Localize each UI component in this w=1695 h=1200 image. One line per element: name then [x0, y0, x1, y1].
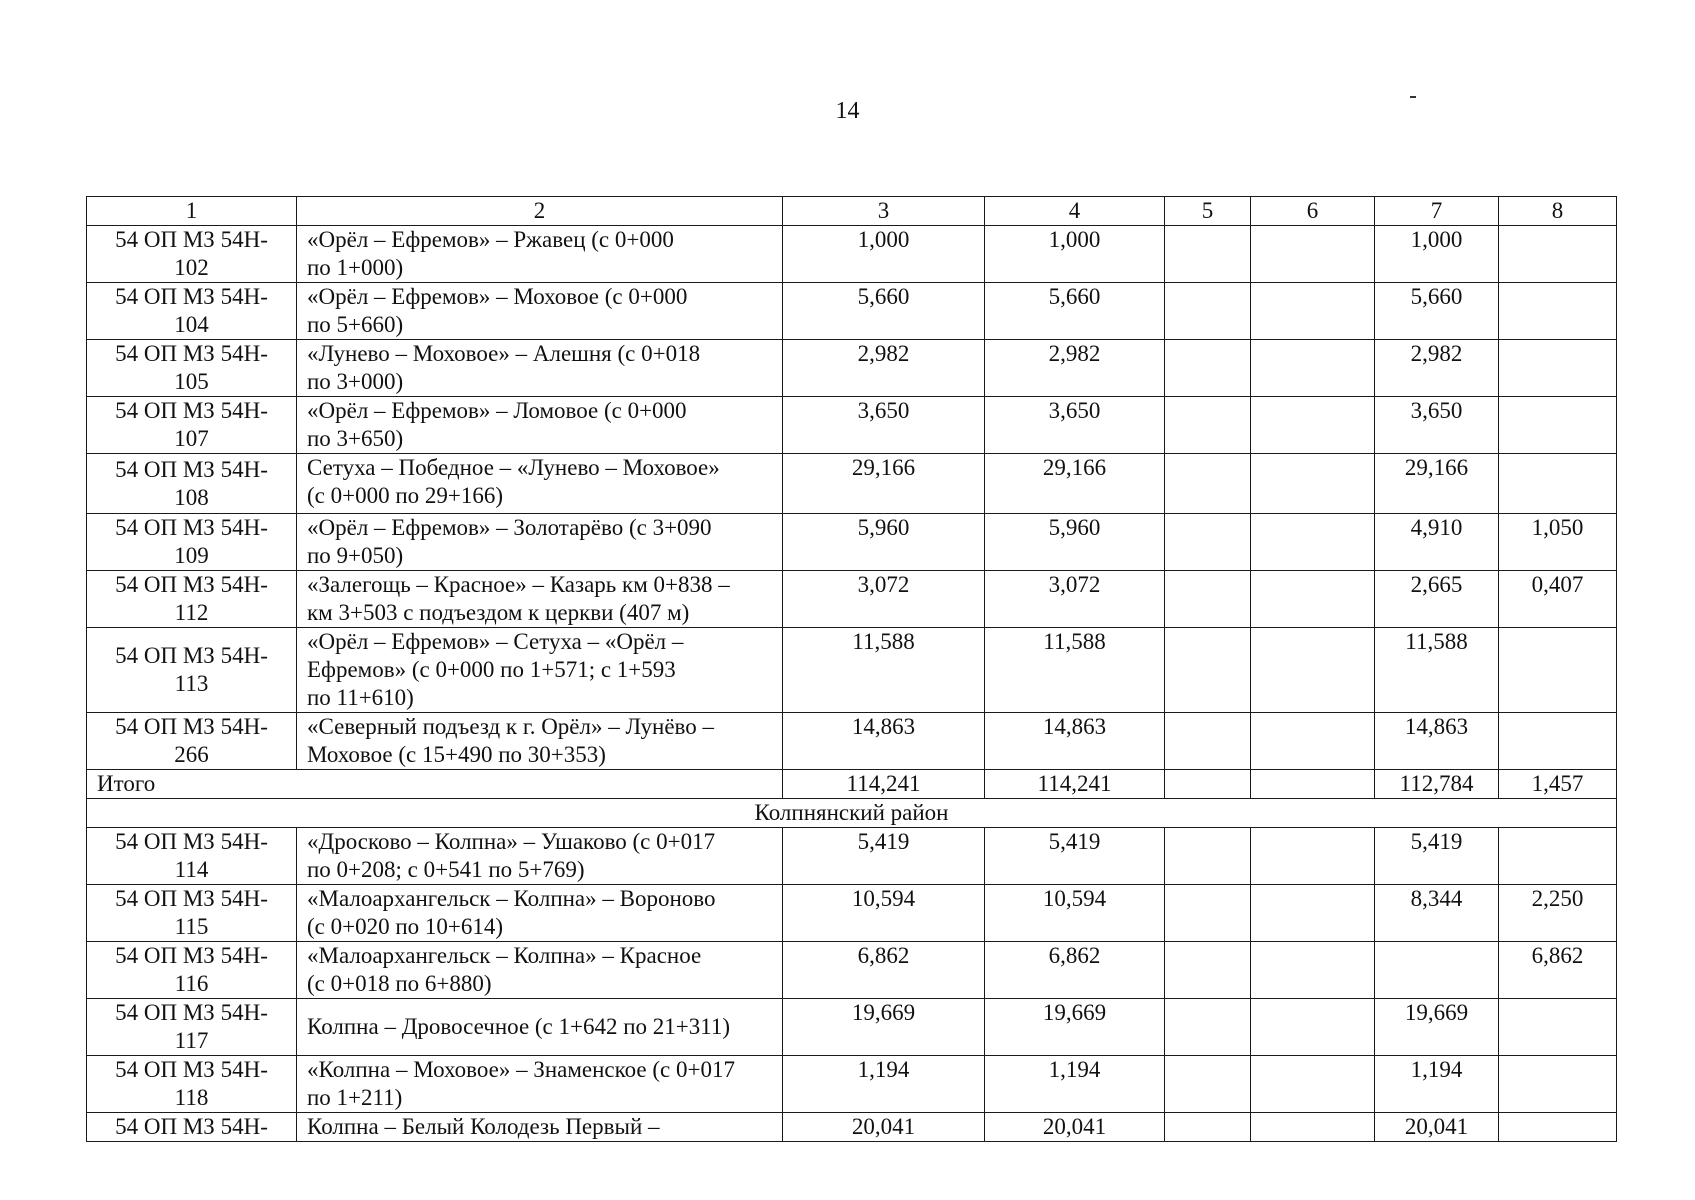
value-cell-c7: 2,982: [1375, 340, 1499, 397]
road-code-cell: [87, 1113, 297, 1142]
table-row: [87, 454, 1617, 514]
cell-line: «Северный подъезд к г. Орёл» – Лунёво –: [307, 714, 714, 739]
road-name-cell: [297, 397, 783, 454]
value-cell-c6: [1251, 999, 1375, 1056]
value-cell-c5: [1165, 1056, 1251, 1113]
road-code-cell: [87, 628, 297, 713]
table-row: [87, 571, 1617, 628]
cell-line: «Орёл – Ефремов» – Золотарёво (с 3+090: [307, 515, 712, 540]
road-code-cell: [87, 514, 297, 571]
column-number: 6: [1251, 197, 1375, 226]
column-number: 7: [1375, 197, 1499, 226]
road-name-cell: [297, 226, 783, 283]
cell-line: по 11+610): [307, 685, 414, 710]
total-value-c8: 1,457: [1499, 770, 1617, 799]
cell-line: км 3+503 с подъездом к церкви (407 м): [307, 600, 690, 625]
value-cell-c8: [1499, 397, 1617, 454]
value-cell-c5: [1165, 571, 1251, 628]
value-cell-c8: 1,050: [1499, 514, 1617, 571]
road-code-cell: [87, 713, 297, 770]
cell-line: 54 ОП МЗ 54Н-: [115, 943, 268, 968]
value-cell-c4: 3,650: [985, 397, 1165, 454]
cell-line: 54 ОП МЗ 54Н-: [115, 1000, 268, 1025]
value-cell-c8: [1499, 340, 1617, 397]
value-cell-c7: 4,910: [1375, 514, 1499, 571]
page-number: 14: [835, 98, 860, 124]
table-row: [87, 1113, 1617, 1142]
value-cell-c3: 19,669: [783, 999, 985, 1056]
cell-line: 54 ОП МЗ 54Н-: [115, 886, 268, 911]
cell-line: «Орёл – Ефремов» – Моховое (с 0+000: [307, 284, 688, 309]
road-code-cell: [87, 397, 297, 454]
column-number-row: [87, 197, 1617, 226]
road-name-cell: [297, 713, 783, 770]
road-code-cell: [87, 454, 297, 514]
road-code-cell: [87, 226, 297, 283]
value-cell-c7: 19,669: [1375, 999, 1499, 1056]
road-name-cell: [297, 454, 783, 514]
cell-line: «Малоархангельск – Колпна» – Вороново: [307, 886, 716, 911]
road-code-cell: [87, 885, 297, 942]
road-name-cell: [297, 571, 783, 628]
column-number: 2: [297, 197, 783, 226]
value-cell-c3: 1,000: [783, 226, 985, 283]
road-name-cell: [297, 942, 783, 999]
cell-line: 54 ОП МЗ 54Н-: [115, 1057, 268, 1082]
value-cell-c8: [1499, 1113, 1617, 1142]
cell-line: 266: [174, 742, 209, 767]
value-cell-c6: [1251, 713, 1375, 770]
road-code-cell: [87, 571, 297, 628]
value-cell-c3: 2,982: [783, 340, 985, 397]
value-cell-c5: [1165, 828, 1251, 885]
value-cell-c7: 5,419: [1375, 828, 1499, 885]
value-cell-c4: 5,960: [985, 514, 1165, 571]
value-cell-c7: 29,166: [1375, 454, 1499, 514]
cell-line: 54 ОП МЗ 54Н-: [115, 714, 268, 739]
value-cell-c4: 11,588: [985, 628, 1165, 713]
total-value-c4: 114,241: [985, 770, 1165, 799]
cell-line: по 3+000): [307, 369, 404, 394]
road-name-cell: [297, 628, 783, 713]
value-cell-c3: 3,072: [783, 571, 985, 628]
value-cell-c5: [1165, 713, 1251, 770]
value-cell-c7: 11,588: [1375, 628, 1499, 713]
cell-line: 118: [174, 1085, 209, 1110]
cell-line: 54 ОП МЗ 54Н-: [115, 227, 268, 252]
value-cell-c8: 0,407: [1499, 571, 1617, 628]
total-value-c6: [1251, 770, 1375, 799]
cell-line: «Дросково – Колпна» – Ушаково (с 0+017: [307, 829, 716, 854]
cell-line: 54 ОП МЗ 54Н-: [115, 1114, 268, 1139]
road-code-cell: [87, 999, 297, 1056]
value-cell-c5: [1165, 1113, 1251, 1142]
total-value-c7: 112,784: [1375, 770, 1499, 799]
value-cell-c6: [1251, 1056, 1375, 1113]
table-row: [87, 226, 1617, 283]
value-cell-c5: [1165, 226, 1251, 283]
cell-line: «Залегощь – Красное» – Казарь км 0+838 –: [307, 572, 730, 597]
cell-line: 107: [174, 426, 209, 451]
value-cell-c5: [1165, 283, 1251, 340]
cell-line: 108: [174, 484, 209, 510]
cell-line: 54 ОП МЗ 54Н-: [115, 572, 268, 597]
road-name-cell: [297, 1113, 783, 1142]
value-cell-c3: 1,194: [783, 1056, 985, 1113]
value-cell-c4: 19,669: [985, 999, 1165, 1056]
value-cell-c3: 20,041: [783, 1113, 985, 1142]
value-cell-c8: [1499, 1056, 1617, 1113]
cell-line: 113: [174, 671, 209, 696]
road-name-cell: [297, 514, 783, 571]
cell-line: 54 ОП МЗ 54Н-: [115, 284, 268, 309]
value-cell-c3: 6,862: [783, 942, 985, 999]
table-row: [87, 828, 1617, 885]
column-number: 4: [985, 197, 1165, 226]
value-cell-c8: [1499, 226, 1617, 283]
cell-line: «Лунево – Моховое» – Алешня (с 0+018: [307, 341, 701, 366]
cell-line: 54 ОП МЗ 54Н-: [115, 515, 268, 540]
cell-line: 54 ОП МЗ 54Н-: [115, 643, 268, 668]
value-cell-c3: 29,166: [783, 454, 985, 514]
road-name-cell: [297, 828, 783, 885]
value-cell-c5: [1165, 942, 1251, 999]
value-cell-c7: 20,041: [1375, 1113, 1499, 1142]
cell-line: по 3+650): [307, 426, 404, 451]
value-cell-c4: 5,419: [985, 828, 1165, 885]
value-cell-c6: [1251, 397, 1375, 454]
value-cell-c4: 20,041: [985, 1113, 1165, 1142]
cell-line: «Орёл – Ефремов» – Ржавец (с 0+000: [307, 227, 674, 252]
cell-line: Ефремов» (с 0+000 по 1+571; с 1+593: [307, 657, 676, 682]
value-cell-c3: 5,960: [783, 514, 985, 571]
value-cell-c6: [1251, 571, 1375, 628]
value-cell-c6: [1251, 454, 1375, 514]
table-row: [87, 885, 1617, 942]
value-cell-c7: 1,194: [1375, 1056, 1499, 1113]
cell-line: 116: [174, 971, 209, 996]
value-cell-c6: [1251, 340, 1375, 397]
table-row: [87, 283, 1617, 340]
value-cell-c4: 5,660: [985, 283, 1165, 340]
table-row: [87, 397, 1617, 454]
cell-line: 117: [174, 1028, 209, 1053]
cell-line: 54 ОП МЗ 54Н-: [115, 456, 268, 482]
section-title: Колпнянский район: [87, 799, 1617, 828]
value-cell-c4: 29,166: [985, 454, 1165, 514]
value-cell-c6: [1251, 283, 1375, 340]
cell-line: 54 ОП МЗ 54Н-: [115, 341, 268, 366]
table-row: [87, 628, 1617, 713]
value-cell-c7: [1375, 942, 1499, 999]
value-cell-c7: 14,863: [1375, 713, 1499, 770]
cell-line: по 0+208; с 0+541 по 5+769): [307, 857, 585, 882]
value-cell-c8: [1499, 828, 1617, 885]
value-cell-c8: [1499, 999, 1617, 1056]
road-code-cell: [87, 828, 297, 885]
cell-line: 109: [174, 543, 209, 568]
cell-line: 54 ОП МЗ 54Н-: [115, 829, 268, 854]
value-cell-c8: 6,862: [1499, 942, 1617, 999]
value-cell-c3: 3,650: [783, 397, 985, 454]
value-cell-c6: [1251, 1113, 1375, 1142]
value-cell-c5: [1165, 885, 1251, 942]
value-cell-c6: [1251, 885, 1375, 942]
value-cell-c4: 10,594: [985, 885, 1165, 942]
road-name-cell: [297, 283, 783, 340]
table-row: [87, 999, 1617, 1056]
column-number: 1: [87, 197, 297, 226]
value-cell-c4: 1,000: [985, 226, 1165, 283]
value-cell-c5: [1165, 454, 1251, 514]
cell-line: «Малоархангельск – Колпна» – Красное: [307, 943, 702, 968]
value-cell-c4: 3,072: [985, 571, 1165, 628]
table-row: [87, 713, 1617, 770]
cell-line: (с 0+020 по 10+614): [307, 914, 504, 939]
road-name-cell: [297, 999, 783, 1056]
value-cell-c5: [1165, 397, 1251, 454]
cell-line: «Орёл – Ефремов» – Сетуха – «Орёл –: [307, 629, 684, 654]
cell-line: по 5+660): [307, 312, 404, 337]
scan-mark: [1410, 96, 1416, 98]
table-row: [87, 340, 1617, 397]
road-name-cell: [297, 340, 783, 397]
cell-line: (с 0+000 по 29+166): [307, 483, 504, 508]
cell-line: 105: [174, 369, 209, 394]
cell-line: (с 0+018 по 6+880): [307, 971, 492, 996]
value-cell-c3: 5,419: [783, 828, 985, 885]
road-name-cell: [297, 885, 783, 942]
value-cell-c6: [1251, 942, 1375, 999]
value-cell-c6: [1251, 628, 1375, 713]
cell-line: «Орёл – Ефремов» – Ломовое (с 0+000: [307, 398, 687, 423]
value-cell-c8: [1499, 713, 1617, 770]
cell-line: Моховое (с 15+490 по 30+353): [307, 742, 606, 767]
value-cell-c4: 6,862: [985, 942, 1165, 999]
cell-line: по 1+211): [307, 1085, 403, 1110]
column-number: 8: [1499, 197, 1617, 226]
value-cell-c3: 11,588: [783, 628, 985, 713]
total-label: Итого: [87, 770, 783, 799]
cell-line: 104: [174, 312, 209, 337]
value-cell-c6: [1251, 828, 1375, 885]
value-cell-c7: 3,650: [1375, 397, 1499, 454]
table-row: [87, 942, 1617, 999]
value-cell-c8: [1499, 628, 1617, 713]
cell-line: по 9+050): [307, 543, 404, 568]
value-cell-c6: [1251, 514, 1375, 571]
value-cell-c5: [1165, 999, 1251, 1056]
value-cell-c5: [1165, 340, 1251, 397]
road-code-cell: [87, 340, 297, 397]
cell-line: 114: [174, 857, 209, 882]
road-code-cell: [87, 1056, 297, 1113]
value-cell-c4: 2,982: [985, 340, 1165, 397]
column-number: 3: [783, 197, 985, 226]
total-value-c3: 114,241: [783, 770, 985, 799]
road-name-cell: [297, 1056, 783, 1113]
table-row: [87, 514, 1617, 571]
value-cell-c5: [1165, 628, 1251, 713]
cell-line: Колпна – Белый Колодезь Первый –: [307, 1114, 660, 1139]
roads-table: [86, 196, 1617, 1142]
value-cell-c5: [1165, 514, 1251, 571]
value-cell-c4: 1,194: [985, 1056, 1165, 1113]
value-cell-c7: 8,344: [1375, 885, 1499, 942]
table-row: [87, 1056, 1617, 1113]
value-cell-c7: 2,665: [1375, 571, 1499, 628]
section-row: [87, 799, 1617, 828]
cell-line: «Колпна – Моховое» – Знаменское (с 0+017: [307, 1057, 735, 1082]
value-cell-c3: 10,594: [783, 885, 985, 942]
value-cell-c6: [1251, 226, 1375, 283]
value-cell-c8: [1499, 454, 1617, 514]
value-cell-c7: 1,000: [1375, 226, 1499, 283]
table-body: [87, 197, 1617, 1142]
cell-line: 102: [174, 255, 209, 280]
cell-line: 112: [174, 600, 209, 625]
value-cell-c8: 2,250: [1499, 885, 1617, 942]
cell-line: 115: [174, 914, 209, 939]
value-cell-c3: 14,863: [783, 713, 985, 770]
value-cell-c4: 14,863: [985, 713, 1165, 770]
total-value-c5: [1165, 770, 1251, 799]
cell-line: по 1+000): [307, 255, 404, 280]
road-code-cell: [87, 283, 297, 340]
value-cell-c7: 5,660: [1375, 283, 1499, 340]
total-row: [87, 770, 1617, 799]
value-cell-c3: 5,660: [783, 283, 985, 340]
column-number: 5: [1165, 197, 1251, 226]
cell-line: Колпна – Дровосечное (с 1+642 по 21+311): [307, 1014, 731, 1039]
cell-line: 54 ОП МЗ 54Н-: [115, 398, 268, 423]
cell-line: Сетуха – Победное – «Лунево – Моховое»: [307, 455, 720, 480]
road-code-cell: [87, 942, 297, 999]
value-cell-c8: [1499, 283, 1617, 340]
